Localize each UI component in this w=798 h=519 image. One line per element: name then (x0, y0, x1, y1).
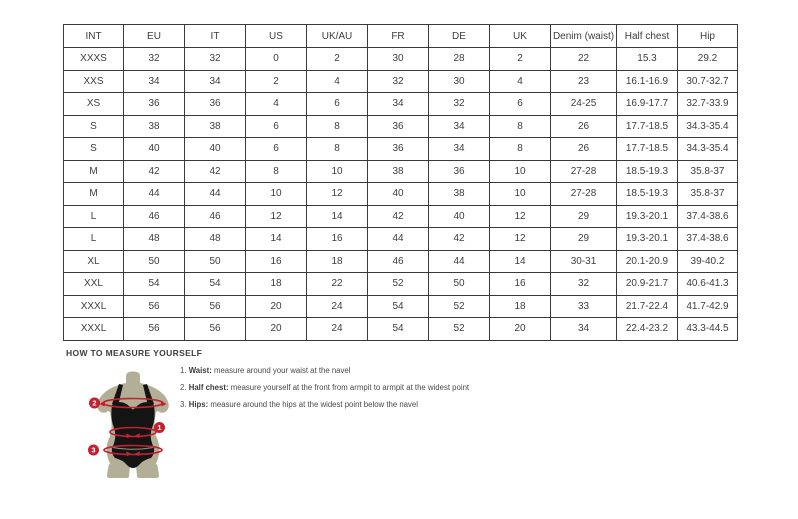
size-label-cell: XXXS (64, 48, 124, 71)
figure-marker-hips (88, 445, 99, 456)
size-label-cell: S (64, 115, 124, 138)
size-value-cell: 14 (246, 228, 307, 251)
size-label-cell: XXS (64, 70, 124, 93)
size-value-cell: 34.3-35.4 (678, 115, 738, 138)
measure-step-hips (180, 400, 469, 410)
size-value-cell: 44 (429, 250, 490, 273)
step-number: 3. (180, 400, 187, 409)
size-value-cell: 17.7-18.5 (617, 115, 678, 138)
size-value-cell: 12 (490, 205, 551, 228)
measure-step-half-chest (180, 383, 469, 393)
size-value-cell: 23 (551, 70, 617, 93)
size-value-cell: 20 (490, 318, 551, 341)
size-value-cell: 34 (124, 70, 185, 93)
size-value-cell: 12 (490, 228, 551, 251)
size-value-cell: 30 (429, 70, 490, 93)
size-value-cell: 17.7-18.5 (617, 138, 678, 161)
size-value-cell: 32.7-33.9 (678, 93, 738, 116)
size-value-cell: 24 (307, 295, 368, 318)
size-value-cell: 40 (429, 205, 490, 228)
size-value-cell: 40.6-41.3 (678, 273, 738, 296)
size-value-cell: 14 (490, 250, 551, 273)
size-value-cell: 24 (307, 318, 368, 341)
size-value-cell: 8 (490, 115, 551, 138)
figure-marker-half-chest (89, 398, 100, 409)
mannequin-illustration (86, 370, 176, 482)
mannequin-neck (126, 372, 140, 386)
size-value-cell: 37.4-38.6 (678, 205, 738, 228)
size-value-cell: 48 (185, 228, 246, 251)
size-value-cell: 30-31 (551, 250, 617, 273)
size-value-cell: 34.3-35.4 (678, 138, 738, 161)
measure-step-waist (180, 366, 469, 376)
size-value-cell: 20.9-21.7 (617, 273, 678, 296)
size-value-cell: 52 (429, 295, 490, 318)
size-value-cell: 16 (307, 228, 368, 251)
step-label: Hips: (188, 400, 209, 409)
size-value-cell: 54 (124, 273, 185, 296)
size-value-cell: 29 (551, 205, 617, 228)
size-value-cell: 16 (246, 250, 307, 273)
size-value-cell: 18 (246, 273, 307, 296)
size-value-cell: 35.8-37 (678, 183, 738, 206)
size-value-cell: 41.7-42.9 (678, 295, 738, 318)
size-value-cell: 4 (490, 70, 551, 93)
size-value-cell: 28 (429, 48, 490, 71)
measure-steps-list (180, 366, 469, 410)
size-value-cell: 8 (307, 115, 368, 138)
size-value-cell: 52 (368, 273, 429, 296)
size-value-cell: 33 (551, 295, 617, 318)
size-value-cell: 26 (551, 115, 617, 138)
size-chart-table (63, 24, 738, 341)
size-value-cell: 52 (429, 318, 490, 341)
size-value-cell: 2 (307, 48, 368, 71)
step-text: measure yourself at the front from armpit to armpit at the widest point (230, 383, 470, 392)
size-value-cell: 16.9-17.7 (617, 93, 678, 116)
size-label-cell: M (64, 183, 124, 206)
table-row (64, 48, 738, 71)
size-value-cell: 39-40.2 (678, 250, 738, 273)
table-row (64, 273, 738, 296)
column-header: Denim (waist) (551, 25, 617, 48)
size-value-cell: 32 (368, 70, 429, 93)
size-value-cell: 42 (124, 160, 185, 183)
size-value-cell: 6 (490, 93, 551, 116)
size-value-cell: 46 (368, 250, 429, 273)
size-value-cell: 50 (429, 273, 490, 296)
size-value-cell: 10 (307, 160, 368, 183)
size-label-cell: L (64, 205, 124, 228)
size-value-cell: 6 (307, 93, 368, 116)
size-value-cell: 48 (124, 228, 185, 251)
size-value-cell: 44 (124, 183, 185, 206)
size-value-cell: 10 (490, 183, 551, 206)
size-value-cell: 54 (368, 295, 429, 318)
column-header: EU (124, 25, 185, 48)
size-value-cell: 8 (490, 138, 551, 161)
size-value-cell: 12 (246, 205, 307, 228)
size-value-cell: 6 (246, 138, 307, 161)
size-value-cell: 50 (185, 250, 246, 273)
table-row (64, 228, 738, 251)
size-value-cell: 32 (124, 48, 185, 71)
size-value-cell: 12 (307, 183, 368, 206)
size-value-cell: 46 (185, 205, 246, 228)
step-text: measure around the hips at the widest point below the navel (210, 400, 418, 409)
size-value-cell: 24-25 (551, 93, 617, 116)
size-value-cell: 30.7-32.7 (678, 70, 738, 93)
size-value-cell: 16.1-16.9 (617, 70, 678, 93)
size-value-cell: 2 (490, 48, 551, 71)
table-header-row (64, 25, 738, 48)
column-header: Half chest (617, 25, 678, 48)
size-label-cell: XL (64, 250, 124, 273)
size-value-cell: 36 (368, 138, 429, 161)
size-value-cell: 56 (185, 295, 246, 318)
size-label-cell: S (64, 138, 124, 161)
marker-number-1: 1 (157, 423, 162, 433)
column-header: UK/AU (307, 25, 368, 48)
size-value-cell: 42 (429, 228, 490, 251)
column-header: FR (368, 25, 429, 48)
size-value-cell: 30 (368, 48, 429, 71)
size-label-cell: XXXL (64, 318, 124, 341)
size-value-cell: 18.5-19.3 (617, 160, 678, 183)
size-value-cell: 27-28 (551, 183, 617, 206)
table-row (64, 205, 738, 228)
size-value-cell: 19.3-20.1 (617, 205, 678, 228)
step-number: 2. (180, 383, 187, 392)
size-value-cell: 42 (185, 160, 246, 183)
table-row (64, 70, 738, 93)
size-label-cell: XXL (64, 273, 124, 296)
size-value-cell: 10 (246, 183, 307, 206)
size-value-cell: 36 (124, 93, 185, 116)
size-value-cell: 26 (551, 138, 617, 161)
size-value-cell: 38 (429, 183, 490, 206)
size-value-cell: 20 (246, 295, 307, 318)
size-value-cell: 38 (368, 160, 429, 183)
table-row (64, 160, 738, 183)
size-value-cell: 2 (246, 70, 307, 93)
size-value-cell: 40 (368, 183, 429, 206)
size-value-cell: 20 (246, 318, 307, 341)
column-header: US (246, 25, 307, 48)
size-value-cell: 34 (185, 70, 246, 93)
size-value-cell: 6 (246, 115, 307, 138)
size-value-cell: 29 (551, 228, 617, 251)
size-label-cell: M (64, 160, 124, 183)
size-value-cell: 22 (551, 48, 617, 71)
size-value-cell: 14 (307, 205, 368, 228)
size-value-cell: 15.3 (617, 48, 678, 71)
size-value-cell: 22.4-23.2 (617, 318, 678, 341)
size-value-cell: 35.8-37 (678, 160, 738, 183)
size-value-cell: 10 (490, 160, 551, 183)
size-value-cell: 56 (124, 318, 185, 341)
size-value-cell: 32 (185, 48, 246, 71)
size-value-cell: 8 (307, 138, 368, 161)
size-value-cell: 18.5-19.3 (617, 183, 678, 206)
column-header: DE (429, 25, 490, 48)
size-value-cell: 16 (490, 273, 551, 296)
size-value-cell: 34 (551, 318, 617, 341)
column-header: INT (64, 25, 124, 48)
size-value-cell: 38 (185, 115, 246, 138)
size-label-cell: XXXL (64, 295, 124, 318)
size-value-cell: 8 (246, 160, 307, 183)
size-value-cell: 34 (429, 138, 490, 161)
measure-section-heading: HOW TO MEASURE YOURSELF (66, 348, 203, 358)
marker-number-3: 3 (91, 445, 96, 455)
size-value-cell: 36 (185, 93, 246, 116)
size-value-cell: 40 (185, 138, 246, 161)
size-value-cell: 19.3-20.1 (617, 228, 678, 251)
size-value-cell: 56 (124, 295, 185, 318)
column-header: Hip (678, 25, 738, 48)
size-value-cell: 46 (124, 205, 185, 228)
measurement-figure (86, 370, 176, 482)
size-value-cell: 18 (307, 250, 368, 273)
table-row (64, 318, 738, 341)
size-value-cell: 34 (368, 93, 429, 116)
size-value-cell: 43.3-44.5 (678, 318, 738, 341)
step-text: measure around your waist at the navel (213, 366, 351, 375)
size-value-cell: 32 (429, 93, 490, 116)
table-row (64, 250, 738, 273)
size-label-cell: L (64, 228, 124, 251)
size-value-cell: 44 (368, 228, 429, 251)
table-row (64, 295, 738, 318)
size-value-cell: 56 (185, 318, 246, 341)
size-value-cell: 18 (490, 295, 551, 318)
table-row (64, 93, 738, 116)
size-value-cell: 34 (429, 115, 490, 138)
size-value-cell: 21.7-22.4 (617, 295, 678, 318)
size-label-cell: XS (64, 93, 124, 116)
size-value-cell: 29.2 (678, 48, 738, 71)
marker-number-2: 2 (92, 398, 97, 408)
size-value-cell: 40 (124, 138, 185, 161)
size-value-cell: 4 (246, 93, 307, 116)
size-value-cell: 37.4-38.6 (678, 228, 738, 251)
size-value-cell: 38 (124, 115, 185, 138)
table-row (64, 183, 738, 206)
size-value-cell: 50 (124, 250, 185, 273)
step-label: Half chest: (188, 383, 229, 392)
size-value-cell: 42 (368, 205, 429, 228)
column-header: UK (490, 25, 551, 48)
table-row (64, 138, 738, 161)
size-value-cell: 36 (368, 115, 429, 138)
size-value-cell: 32 (551, 273, 617, 296)
size-value-cell: 4 (307, 70, 368, 93)
size-value-cell: 44 (185, 183, 246, 206)
size-value-cell: 36 (429, 160, 490, 183)
size-value-cell: 54 (185, 273, 246, 296)
size-value-cell: 20.1-20.9 (617, 250, 678, 273)
step-label: Waist: (188, 366, 212, 375)
size-value-cell: 0 (246, 48, 307, 71)
figure-marker-waist (154, 422, 165, 433)
column-header: IT (185, 25, 246, 48)
size-value-cell: 27-28 (551, 160, 617, 183)
size-value-cell: 54 (368, 318, 429, 341)
size-value-cell: 22 (307, 273, 368, 296)
step-number: 1. (180, 366, 187, 375)
table-row (64, 115, 738, 138)
